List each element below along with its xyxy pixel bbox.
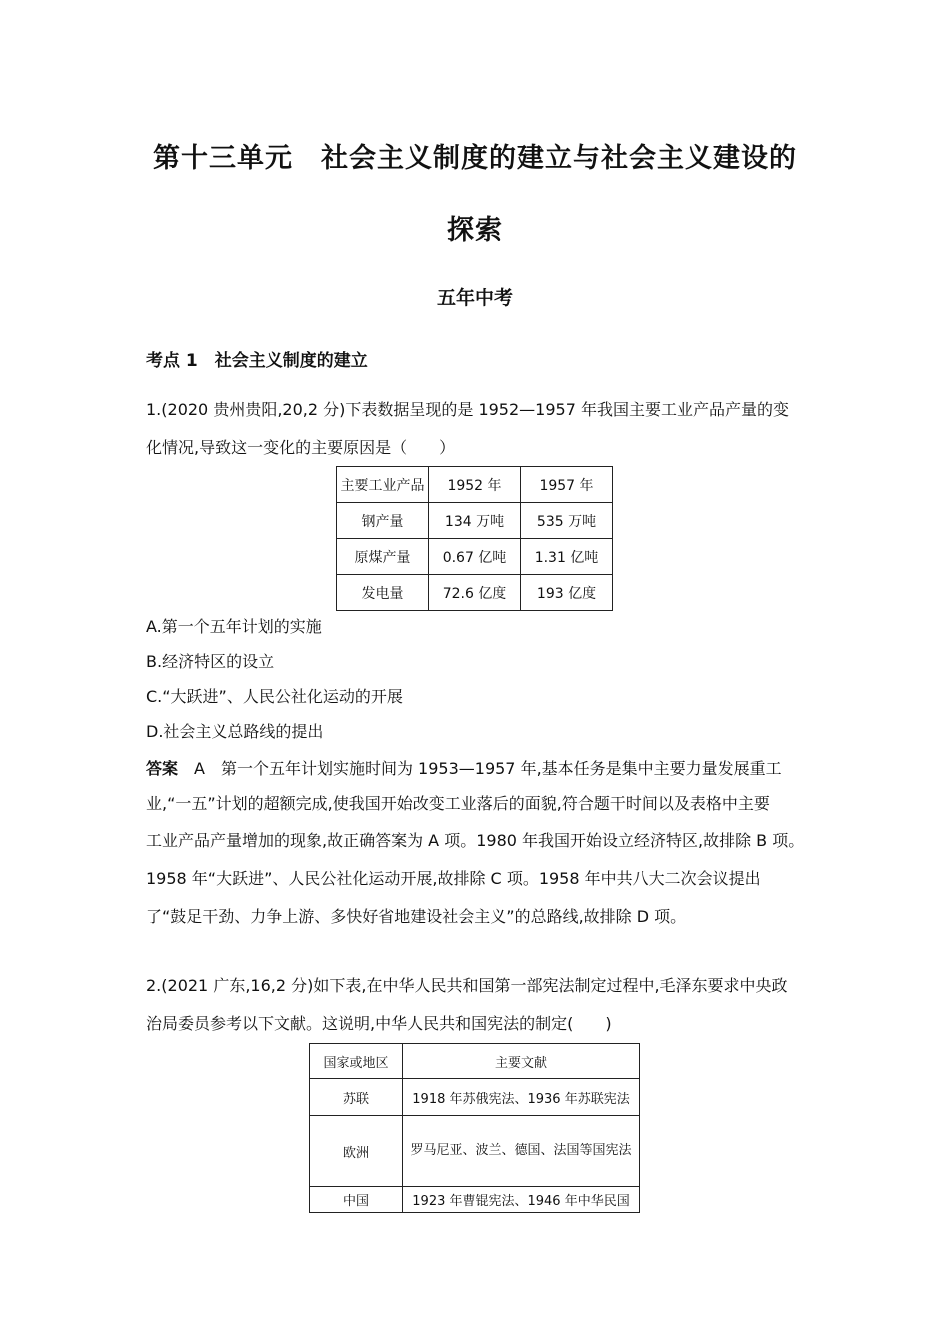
table-header-cell: 主要工业产品 bbox=[337, 467, 429, 503]
table-cell: 72.6 亿度 bbox=[429, 575, 521, 611]
q2-stem-line-1: 2.(2021 广东,16,2 分)如下表,在中华人民共和国第一部宪法制定过程中,毛泽东要求中央政 bbox=[146, 976, 788, 995]
section-subtitle: 五年中考 bbox=[436, 287, 513, 309]
table-cell: 发电量 bbox=[337, 575, 429, 611]
topic-heading: 考点 1 社会主义制度的建立 bbox=[146, 351, 368, 371]
table-cell: 罗马尼亚、波兰、德国、法国等国宪法 bbox=[403, 1116, 640, 1187]
page-title-line-2: 探索 bbox=[447, 215, 503, 246]
answer-label: 答案 bbox=[146, 759, 179, 778]
table-header-cell: 主要文献 bbox=[403, 1044, 640, 1079]
q1-option-d: D.社会主义总路线的提出 bbox=[146, 722, 324, 741]
table-header-cell: 1957 年 bbox=[521, 467, 613, 503]
q1-option-c: C.“大跃进”、人民公社化运动的开展 bbox=[146, 687, 403, 706]
q1-answer-line-3: 工业产品产量增加的现象,故正确答案为 A 项。1980 年我国开始设立经济特区,故排除 B 项。 bbox=[146, 831, 805, 850]
table-header-cell: 国家或地区 bbox=[310, 1044, 403, 1079]
table-cell: 苏联 bbox=[310, 1079, 403, 1116]
table-cell: 欧洲 bbox=[310, 1116, 403, 1187]
answer-text: A 第一个五年计划实施时间为 1953—1957 年,基本任务是集中主要力量发展重工 bbox=[178, 759, 782, 778]
page-title-line-1: 第十三单元 社会主义制度的建立与社会主义建设的 bbox=[153, 143, 797, 174]
table-cell: 1923 年曹锟宪法、1946 年中华民国 bbox=[403, 1187, 640, 1213]
table-header-cell: 1952 年 bbox=[429, 467, 521, 503]
q1-data-table bbox=[336, 466, 613, 611]
table-cell: 钢产量 bbox=[337, 503, 429, 539]
table-cell: 0.67 亿吨 bbox=[429, 539, 521, 575]
table-cell: 134 万吨 bbox=[429, 503, 521, 539]
q1-answer-line-5: 了“鼓足干劲、力争上游、多快好省地建设社会主义”的总路线,故排除 D 项。 bbox=[146, 907, 687, 926]
q1-answer-line-1 bbox=[146, 756, 782, 779]
table-cell: 193 亿度 bbox=[521, 575, 613, 611]
q1-answer-line-4: 1958 年“大跃进”、人民公社化运动开展,故排除 C 项。1958 年中共八大二次会议提出 bbox=[146, 869, 761, 888]
table-cell: 1918 年苏俄宪法、1936 年苏联宪法 bbox=[403, 1079, 640, 1116]
q1-option-a: A.第一个五年计划的实施 bbox=[146, 617, 322, 636]
table-cell: 原煤产量 bbox=[337, 539, 429, 575]
table-cell: 1.31 亿吨 bbox=[521, 539, 613, 575]
q2-data-table bbox=[309, 1043, 640, 1213]
table-cell: 中国 bbox=[310, 1187, 403, 1213]
table-cell: 535 万吨 bbox=[521, 503, 613, 539]
q1-answer-line-2: 业,“一五”计划的超额完成,使我国开始改变工业落后的面貌,符合题干时间以及表格中主要 bbox=[146, 794, 770, 813]
q1-option-b: B.经济特区的设立 bbox=[146, 652, 275, 671]
q1-stem-line-2: 化情况,导致这一变化的主要原因是（ ） bbox=[146, 438, 456, 457]
q1-stem-line-1: 1.(2020 贵州贵阳,20,2 分)下表数据呈现的是 1952—1957 年我国主要工业产品产量的变 bbox=[146, 400, 789, 419]
q2-stem-line-2: 治局委员参考以下文献。这说明,中华人民共和国宪法的制定( ) bbox=[146, 1014, 612, 1033]
